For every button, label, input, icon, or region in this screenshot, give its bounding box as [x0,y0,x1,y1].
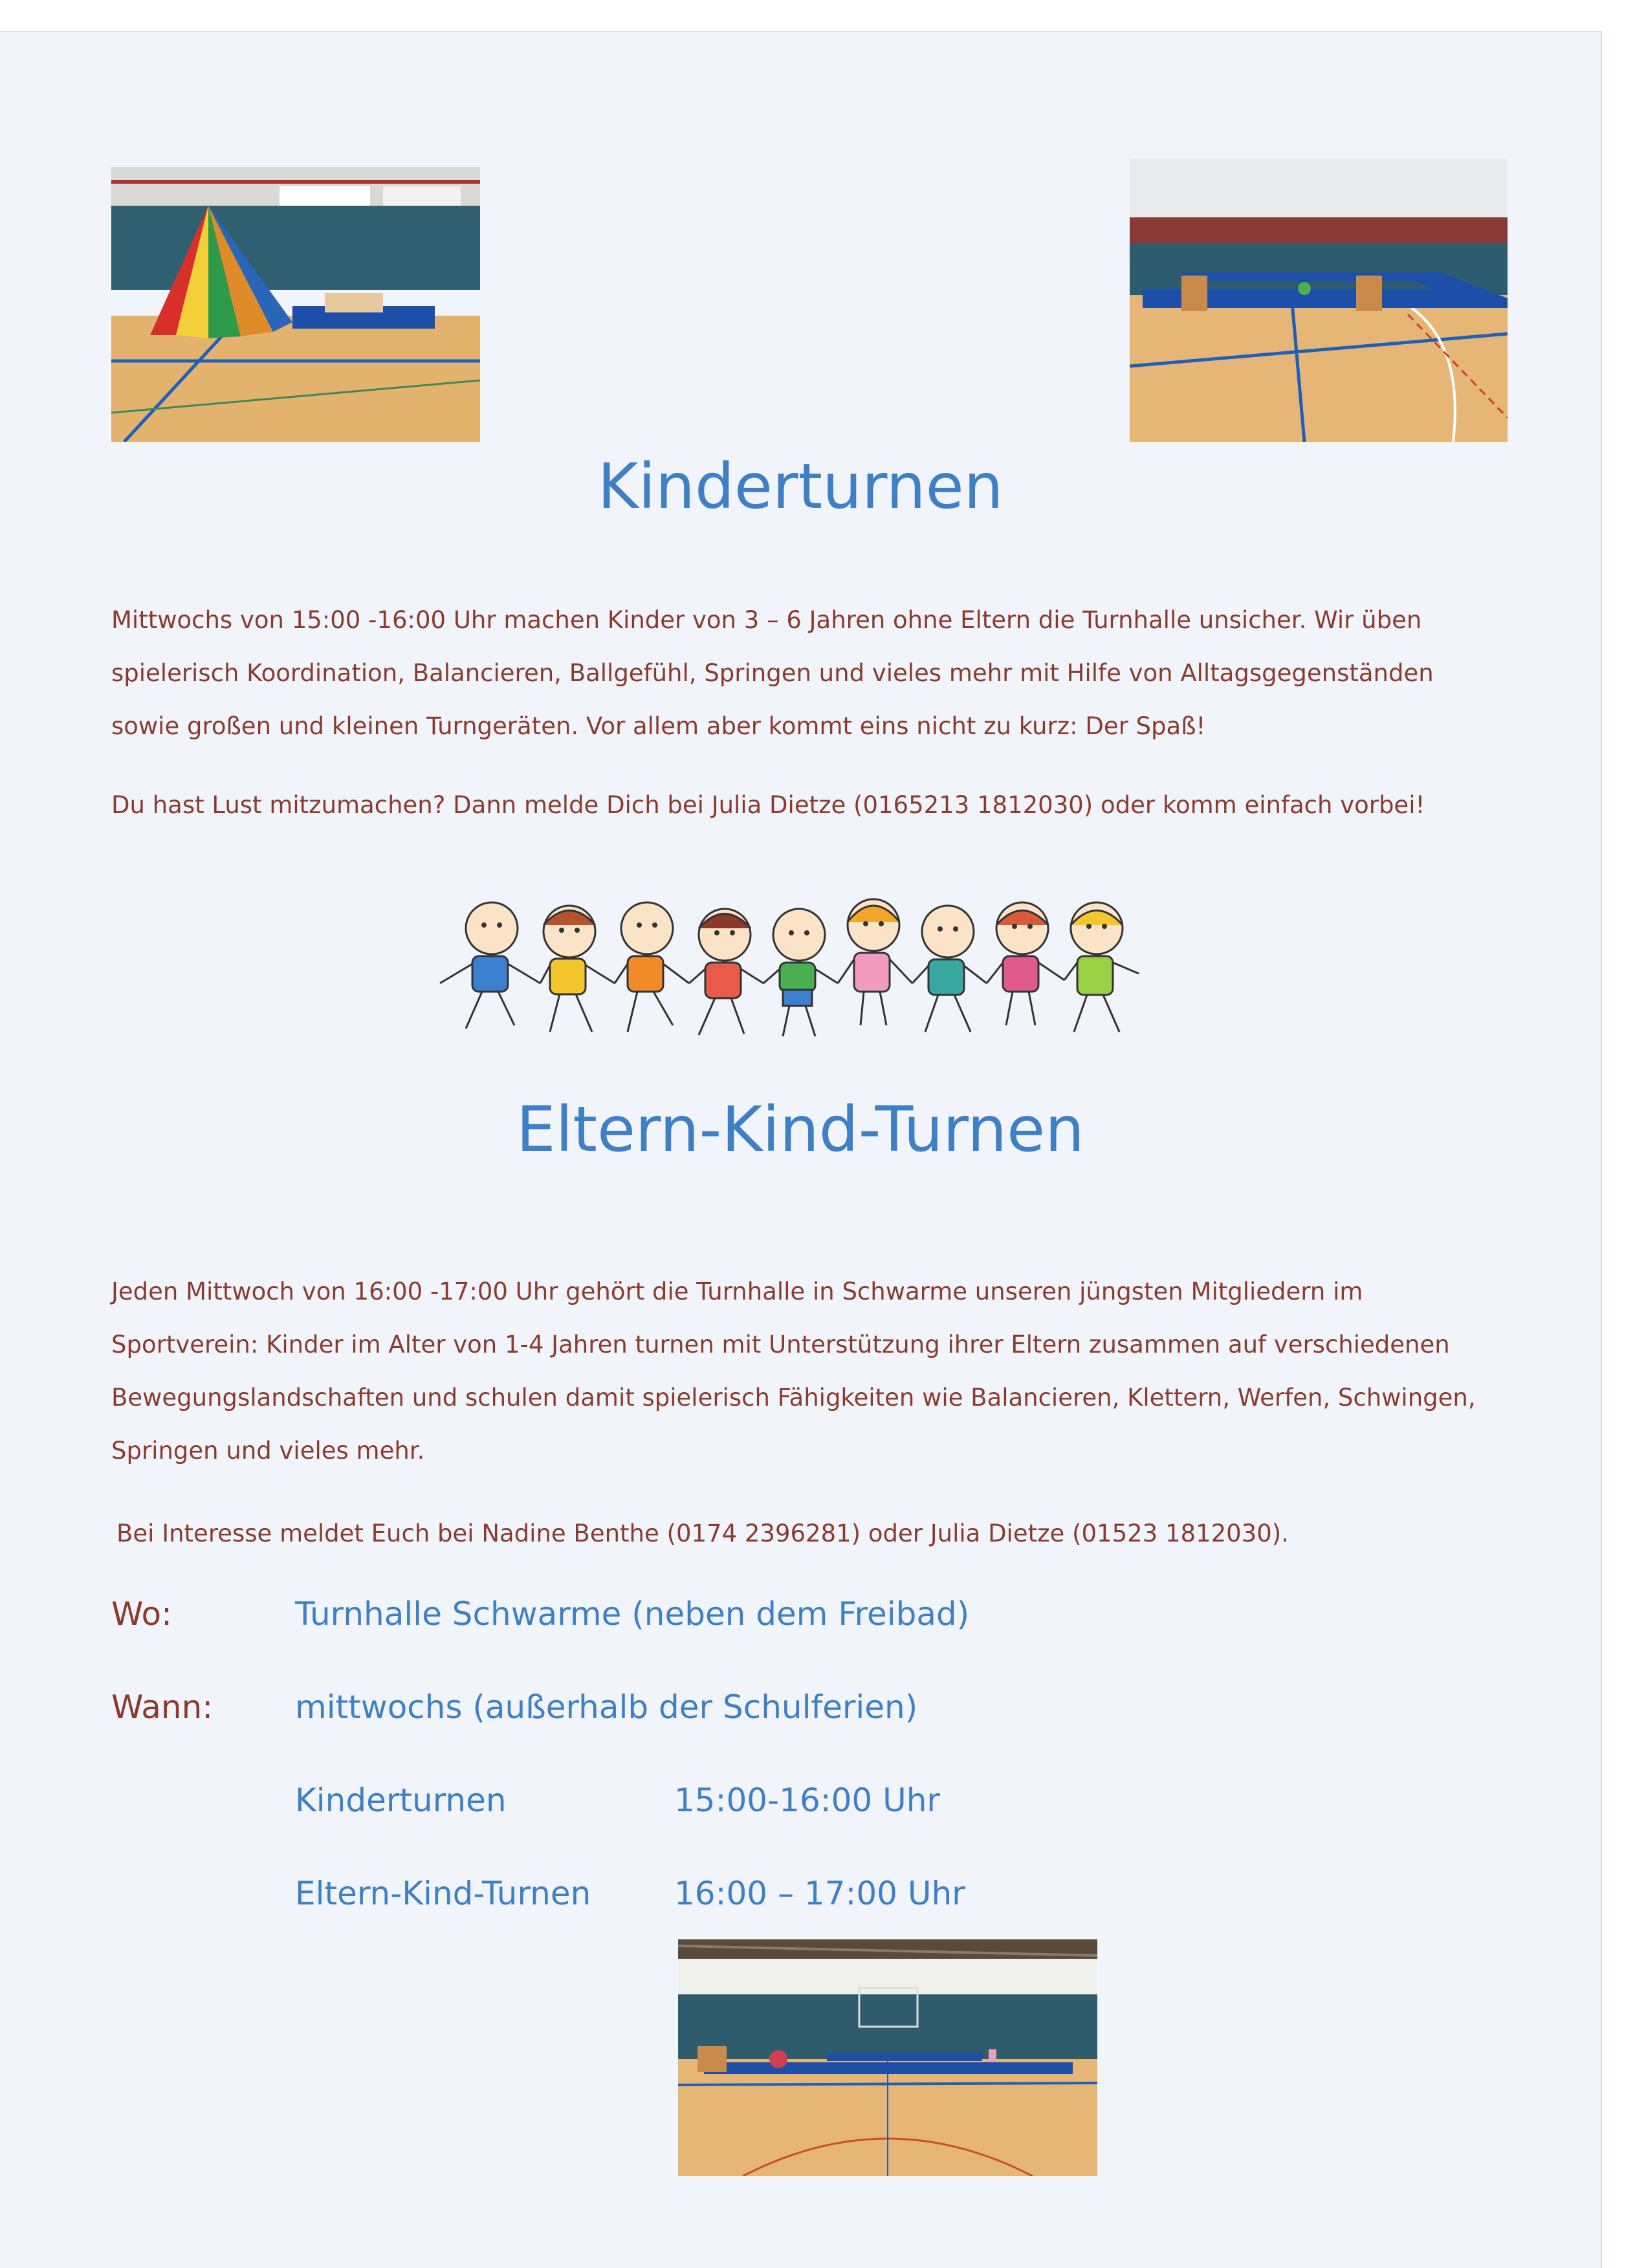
schedule-name-kinderturnen: Kinderturnen [295,1782,507,1819]
kinderturnen-contact: Du hast Lust mitzumachen? Dann melde Dich bei Julia Dietze (0165213 1812030) oder komm einfach vorbei! [111,791,1425,819]
kinderturnen-description: Mittwochs von 15:00 -16:00 Uhr machen Kinder von 3 – 6 Jahren ohne Eltern die Turnhalle unsicher. Wir üben spielerisch Koordination, Balancieren, Ballgefühl, Springen und vieles mehr mit Hilfe von Alltagsgegenständen sowie großen und kleinen Turngeräten. Vor allem aber kommt eins nicht zu kurz: Der Spaß! [111,606,1434,740]
flyer-page [0,31,1602,2268]
title-kinderturnen: Kinderturnen [597,450,1004,523]
eltern-kind-description: Jeden Mittwoch von 16:00 -17:00 Uhr gehört die Turnhalle in Schwarme unseren jüngsten Mitgliedern im Sportverein: Kinder im Alter von 1-4 Jahren turnen mit Unterstützung ihrer Eltern zusammen auf verschiedenen Bewegungslandschaften und schulen damit spielerisch Fähigkeiten wie Balancieren, Klettern, Werfen, Schwingen, Springen und vieles mehr. [111,1278,1476,1465]
cartoon-children-illustration [433,886,1165,1041]
title-eltern-kind-turnen: Eltern-Kind-Turnen [516,1093,1084,1166]
gym-photo-benches-mats [1130,159,1508,442]
gym-photo-hall [678,1939,1097,2176]
eltern-kind-contact: Bei Interesse meldet Euch bei Nadine Benthe (0174 2396281) oder Julia Dietze (01523 1812030). [116,1520,1289,1547]
when-label: Wann: [111,1688,214,1726]
schedule-name-eltern-kind: Eltern-Kind-Turnen [295,1875,591,1912]
where-value: Turnhalle Schwarme (neben dem Freibad) [295,1595,970,1633]
when-value: mittwochs (außerhalb der Schulferien) [295,1688,918,1726]
gym-photo-parachute-tent [111,167,480,442]
schedule-time-eltern-kind: 16:00 – 17:00 Uhr [674,1875,965,1912]
schedule-time-kinderturnen: 15:00-16:00 Uhr [674,1782,940,1819]
where-label: Wo: [111,1595,172,1633]
